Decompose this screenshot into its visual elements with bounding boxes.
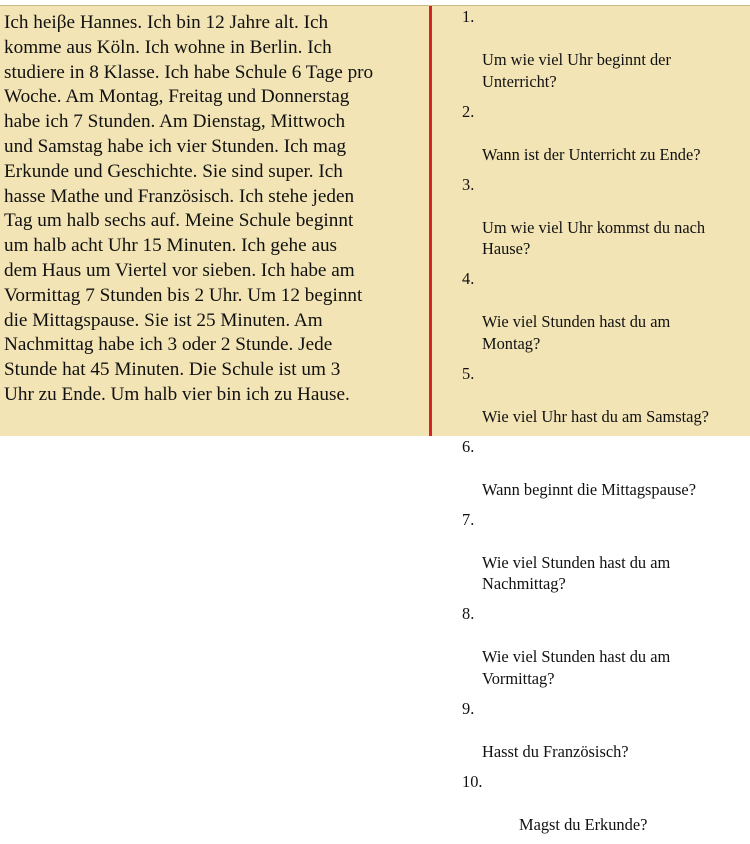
question-list xyxy=(458,6,750,844)
question-text: Wie viel Stunden hast du am Nachmittag? xyxy=(482,552,671,593)
question-number: 9. xyxy=(462,698,475,718)
question-item xyxy=(458,436,750,501)
question-number: 3. xyxy=(462,174,475,194)
question-number: 4. xyxy=(462,269,475,288)
question-number: 6. xyxy=(462,436,475,456)
question-text: Wann beginnt die Mittagspause? xyxy=(482,479,696,499)
question-item xyxy=(458,174,750,260)
question-item xyxy=(458,268,750,354)
question-item xyxy=(458,6,750,92)
question-item xyxy=(458,101,750,166)
question-text: Um wie viel Uhr beginnt der Unterricht? xyxy=(482,50,671,91)
question-item xyxy=(458,771,750,836)
question-number: 1. xyxy=(462,7,475,26)
question-number: 5. xyxy=(462,363,475,383)
question-text: Wie viel Stunden hast du am Vormittag? xyxy=(482,647,671,688)
question-item xyxy=(458,603,750,689)
reading-text: Ich heiβe Hannes. Ich bin 12 Jahre alt. Ich komme aus Köln. Ich wohne in Berlin. Ich studiere in 8 Klasse. Ich habe Schule 6 Tage pro Woche. Am Montag, Freitag und Donnerstag habe ich 7 Stunden. Am Dienstag, Mittwoch und Samstag habe ich vier Stunden. Ich mag Erkunde und Geschichte. Sie sind super. Ich hasse Mathe und Französisch. Ich stehe jeden Tag um halb sechs auf. Meine Schule beginnt um halb acht Uhr 15 Minuten. Ich gehe aus dem Haus um Viertel vor sieben. Ich habe am Vormittag 7 Stunden bis 2 Uhr. Um 12 beginnt die Mittagspause. Sie ist 25 Minuten. Am Nachmittag habe ich 3 oder 2 Stunde. Jede Stunde hat 45 Minuten. Die Schule ist um 3 Uhr zu Ende. Um halb vier bin ich zu Hause. xyxy=(4,12,374,405)
question-number: 8. xyxy=(462,604,475,623)
question-number: 10. xyxy=(462,771,483,791)
question-item xyxy=(458,509,750,595)
question-text: Magst du Erkunde? xyxy=(519,814,648,834)
question-item xyxy=(458,698,750,763)
question-text: Um wie viel Uhr kommst du nach Hause? xyxy=(482,217,706,258)
question-number: 2. xyxy=(462,101,475,121)
question-text: Wie viel Uhr hast du am Samstag? xyxy=(482,406,709,426)
worksheet-panel xyxy=(0,5,750,834)
question-text: Wann ist der Unterricht zu Ende? xyxy=(482,144,701,164)
question-text: Wie viel Stunden hast du am Montag? xyxy=(482,312,671,353)
question-number: 7. xyxy=(462,509,475,529)
column-divider xyxy=(429,6,432,436)
question-text: Hasst du Französisch? xyxy=(482,741,629,761)
question-item xyxy=(458,363,750,428)
